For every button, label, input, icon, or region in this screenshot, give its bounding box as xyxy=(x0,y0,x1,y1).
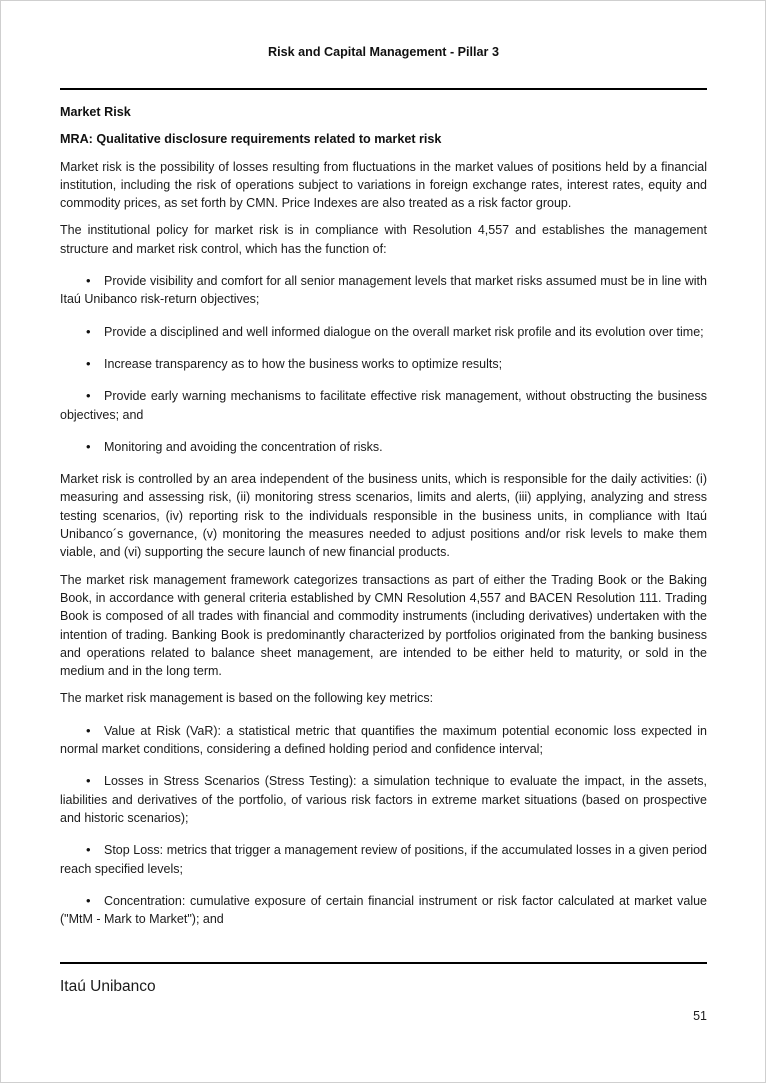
list-item-text: Provide a disciplined and well informed dialogue on the overall market risk profile and its evolution over time; xyxy=(104,324,704,339)
list-item-text: Increase transparency as to how the business works to optimize results; xyxy=(104,356,503,371)
bullet-icon: • xyxy=(86,722,91,738)
bullet-icon: • xyxy=(86,388,91,404)
list-item-text: Stop Loss: metrics that trigger a management review of positions, if the accumulated losses in a given period reach specified levels; xyxy=(60,843,707,876)
list-item xyxy=(60,892,707,929)
header-title: Risk and Capital Management - Pillar 3 xyxy=(268,45,499,59)
footer-rule xyxy=(60,962,707,964)
paragraph-institutional-policy: The institutional policy for market risk is in compliance with Resolution 4,557 and establishes the management structure and market risk control, which has the function of: xyxy=(60,223,707,256)
page-number: 51 xyxy=(693,1009,707,1023)
list-item-text: Losses in Stress Scenarios (Stress Testing): a simulation technique to evaluate the impact, in the assets, liabilities and derivatives of the portfolio, of various risk factors in extreme market situations (based on prospective and historic scenarios); xyxy=(60,774,707,825)
document-content xyxy=(60,43,707,942)
list-item xyxy=(60,722,707,759)
bullet-icon: • xyxy=(86,892,91,908)
paragraph-key-metrics-intro: The market risk management is based on the following key metrics: xyxy=(60,691,434,706)
list-item xyxy=(60,387,707,424)
list-item xyxy=(60,323,707,341)
list-item xyxy=(60,272,707,309)
list-item-text: Concentration: cumulative exposure of certain financial instrument or risk factor calculated at market value ("MtM - Mark to Market"); and xyxy=(60,893,707,927)
bullet-icon: • xyxy=(86,355,91,371)
subsection-heading: MRA: Qualitative disclosure requirements related to market risk xyxy=(60,132,442,147)
list-item-text: Value at Risk (VaR): a statistical metric that quantifies the maximum potential economic loss expected in normal market conditions, considering a defined holding period and confidence interval; xyxy=(60,723,707,757)
header-rule xyxy=(60,88,707,90)
list-item-text: Monitoring and avoiding the concentration of risks. xyxy=(104,439,383,454)
page-footer xyxy=(60,962,707,1023)
bullet-icon: • xyxy=(86,273,91,289)
list-item xyxy=(60,772,707,827)
list-item-text: Provide visibility and comfort for all senior management levels that market risks assumed must be in line with Itaú Unibanco risk-return objectives; xyxy=(60,274,707,307)
list-item xyxy=(60,841,707,878)
paragraph-trading-banking-book: The market risk management framework categorizes transactions as part of either the Trading Book or the Baking Book, in accordance with general criteria established by CMN Resolution 4,557 and BACEN Resolution 111. Trading Book is composed of all trades with financial and commodity instruments (including derivatives) undertaken with the intention of trading. Banking Book is predominantly characterized by portfolios originated from the banking business and operations related to balance sheet management, are intended to be either held to maturity, or sold in the medium and in the long term. xyxy=(60,572,707,679)
list-item xyxy=(60,438,707,456)
section-heading: Market Risk xyxy=(60,105,131,119)
bullet-icon: • xyxy=(86,773,91,789)
bullet-icon: • xyxy=(86,438,91,454)
bullet-icon: • xyxy=(86,842,91,858)
list-item xyxy=(60,355,707,373)
bullet-icon: • xyxy=(86,323,91,339)
footer-brand: Itaú Unibanco xyxy=(60,978,156,995)
paragraph-risk-control-activities: Market risk is controlled by an area independent of the business units, which is responsible for the daily activities: (i) measuring and assessing risk, (ii) monitoring stress scenarios, limits and alerts, (iii) applying, analyzing and stress testing scenarios, (iv) reporting risk to the individuals responsible in the business units, in compliance with Itaú Unibanco´s governance, (v) monitoring the measures needed to adjust positions and/or risk levels to make them viable, and (vi) supporting the secure launch of new financial products. xyxy=(60,472,707,560)
paragraph-market-risk-definition: Market risk is the possibility of losses resulting from fluctuations in the market values of positions held by a financial institution, including the risk of operations subject to variations in foreign exchange rates, interest rates, equity and commodity prices, as set forth by CMN. Price Indexes are also treated as a risk factor group. xyxy=(60,159,707,211)
list-item-text: Provide early warning mechanisms to facilitate effective risk management, without obstructing the business objectives; and xyxy=(60,389,707,422)
